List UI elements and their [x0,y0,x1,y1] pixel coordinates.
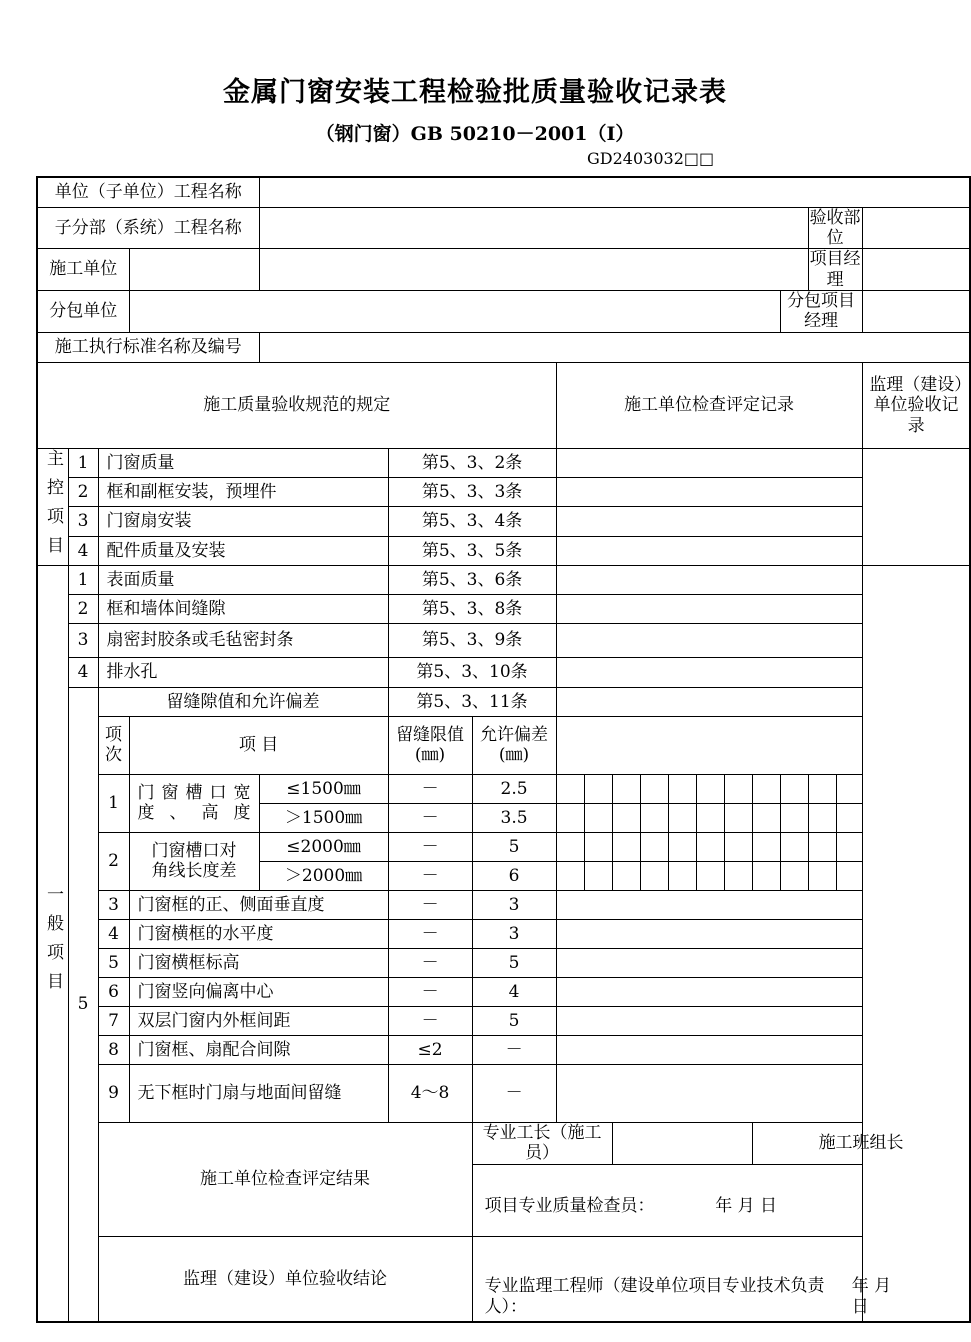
contractor-field[interactable] [129,249,259,291]
main-item-record[interactable] [556,448,862,477]
measure-cell[interactable] [612,832,640,861]
measure-cell[interactable] [836,774,862,803]
measure-cell[interactable] [808,774,836,803]
project-name-field[interactable] [259,177,970,207]
deviation-name: 门窗横框标高 [129,948,388,977]
deviation-name: 门窗槽口对角线长度差 [129,832,259,890]
measure-cell[interactable] [724,774,752,803]
subdivision-field[interactable] [259,207,808,249]
measure-cell[interactable] [668,861,696,890]
main-item-clause: 第5、3、5条 [388,536,556,565]
deviation-seq: 8 [98,1035,129,1064]
measure-cell[interactable] [724,832,752,861]
main-supervision-record[interactable] [862,448,970,565]
subcontractor-label: 分包单位 [37,291,129,333]
measure-cell[interactable] [696,803,724,832]
deviation-condition: ＞2000㎜ [259,861,388,890]
main-item-clause: 第5、3、4条 [388,507,556,536]
measure-cell[interactable] [808,803,836,832]
measure-cell[interactable] [556,774,584,803]
subcontractor-field[interactable] [129,291,780,333]
deviation-condition: ≤1500㎜ [259,774,388,803]
general-item-no: 2 [68,594,98,623]
deviation-tolerance: 6 [472,861,556,890]
contractor-field-2[interactable] [259,249,808,291]
sub-pm-field[interactable] [862,291,970,333]
measure-cell[interactable] [556,890,862,919]
measure-cell[interactable] [780,861,808,890]
sub-header-seq: 项次 [98,716,129,774]
deviation-gap: － [388,861,472,890]
inspection-part-label: 验收部位 [809,207,861,248]
deviation-tolerance: 4 [472,977,556,1006]
form-subtitle: （钢门窗）GB 50210－2001（Ⅰ） [315,123,635,145]
spec-header: 施工质量验收规范的规定 [37,362,556,448]
measure-cell[interactable] [556,948,862,977]
supervisor-label: 专业监理工程师（建设单位项目专业技术负责人）： [484,1276,825,1317]
deviation-tolerance: 2.5 [472,774,556,803]
item5-no: 5 [68,687,98,1322]
measure-cell[interactable] [780,803,808,832]
foreman-field[interactable] [612,1122,752,1164]
deviation-seq: 6 [98,977,129,1006]
deviation-gap: － [388,832,472,861]
general-item-record[interactable] [556,594,862,623]
deviation-name: 门窗横框的水平度 [129,919,388,948]
measure-cell[interactable] [556,977,862,1006]
main-item-name: 配件质量及安装 [98,536,388,565]
form-code: GD2403032□□ [587,149,715,168]
main-item-record[interactable] [556,507,862,536]
deviation-name: 门窗框、扇配合间隙 [129,1035,388,1064]
deviation-tolerance: 5 [472,1006,556,1035]
deviation-tolerance: 3 [472,919,556,948]
sub-header-item: 项 目 [129,716,388,774]
measure-cell[interactable] [584,803,612,832]
measure-cell[interactable] [556,832,584,861]
foreman-label: 专业工长（施工员） [472,1122,612,1164]
item5-clause: 第5、3、11条 [388,687,556,716]
measure-cell[interactable] [836,861,862,890]
deviation-seq: 3 [98,890,129,919]
measure-cell[interactable] [752,832,780,861]
deviation-tolerance: － [472,1064,556,1122]
general-item-name: 表面质量 [98,565,388,594]
inspection-part-field[interactable] [862,207,970,249]
deviation-seq: 9 [98,1064,129,1122]
supervision-header: 监理（建设）单位验收记录 [862,362,970,448]
measure-cell[interactable] [556,1035,862,1064]
measure-cell[interactable] [668,832,696,861]
general-item-record[interactable] [556,565,862,594]
inspector-label: 项目专业质量检查员： [484,1195,655,1216]
measure-cell[interactable] [808,861,836,890]
sub-header-gap: 留缝限值(㎜) [388,716,472,774]
measure-cell[interactable] [584,861,612,890]
measure-cell[interactable] [612,861,640,890]
deviation-condition: ＞1500㎜ [259,803,388,832]
general-item-no: 4 [68,657,98,687]
deviation-name: 门窗竖向偏离中心 [129,977,388,1006]
main-item-name: 门窗扇安装 [98,507,388,536]
standard-field[interactable] [259,332,970,362]
general-group-label: 一般项目 [37,565,68,1322]
main-group-label: 主控项目 [37,448,68,565]
contractor-label: 施工单位 [37,249,129,291]
deviation-seq: 7 [98,1006,129,1035]
deviation-name: 门窗槽口宽度、高度 [129,774,259,832]
deviation-name: 无下框时门扇与地面间留缝 [129,1064,388,1122]
measure-cell[interactable] [640,861,668,890]
deviation-name: 双层门窗内外框间距 [129,1006,388,1035]
inspection-date: 年 月 日 [715,1195,778,1216]
measure-cell[interactable] [668,803,696,832]
item5-name: 留缝隙值和允许偏差 [98,687,388,716]
general-item-clause: 第5、3、10条 [388,657,556,687]
deviation-seq: 1 [98,774,129,832]
measure-cell[interactable] [724,861,752,890]
deviation-gap: － [388,890,472,919]
measure-cell[interactable] [556,919,862,948]
project-manager-label: 项目经理 [809,249,861,290]
project-manager-field[interactable] [862,249,970,291]
general-item-record[interactable] [556,657,862,687]
main-item-no: 2 [68,478,98,507]
general-item-clause: 第5、3、8条 [388,594,556,623]
measure-cell[interactable] [836,803,862,832]
deviation-gap: － [388,919,472,948]
sub-pm-label: 分包项目经理 [780,291,862,333]
measure-cell[interactable] [640,774,668,803]
main-item-clause: 第5、3、3条 [388,478,556,507]
measure-cell[interactable] [780,774,808,803]
deviation-seq: 4 [98,919,129,948]
general-item-name: 排水孔 [98,657,388,687]
deviation-gap: － [388,977,472,1006]
measure-cell[interactable] [556,861,584,890]
deviation-gap: － [388,1006,472,1035]
check-record-header: 施工单位检查评定记录 [556,362,862,448]
measure-cell[interactable] [668,774,696,803]
general-item-name: 框和墙体间缝隙 [98,594,388,623]
deviation-tolerance: 3.5 [472,803,556,832]
measure-cell[interactable] [724,803,752,832]
measure-cell[interactable] [752,774,780,803]
project-name-label: 单位（子单位）工程名称 [37,177,259,207]
deviation-tolerance: 3 [472,890,556,919]
main-item-record[interactable] [556,478,862,507]
general-item-no: 3 [68,623,98,657]
general-item-record[interactable] [556,623,862,657]
contractor-result-label: 施工单位检查评定结果 [98,1122,472,1236]
measure-cell[interactable] [836,832,862,861]
deviation-gap: － [388,803,472,832]
measure-cell[interactable] [752,861,780,890]
deviation-tolerance: － [472,1035,556,1064]
deviation-gap: ≤2 [388,1035,472,1064]
measure-cell[interactable] [752,803,780,832]
supervision-date: 年 月 日 [851,1276,892,1317]
deviation-tolerance: 5 [472,948,556,977]
team-leader-label: 施工班组长 [752,1122,970,1164]
sub-header-tol: 允许偏差(㎜) [472,716,556,774]
main-item-no: 3 [68,507,98,536]
deviation-gap: 4～8 [388,1064,472,1122]
measure-cell[interactable] [640,803,668,832]
main-item-no: 4 [68,536,98,565]
subdivision-label: 子分部（系统）工程名称 [37,207,259,249]
main-item-no: 1 [68,448,98,477]
form-title: 金属门窗安装工程检验批质量验收记录表 [223,77,727,108]
deviation-seq: 2 [98,832,129,890]
deviation-name: 门窗框的正、侧面垂直度 [129,890,388,919]
measure-cell[interactable] [556,803,584,832]
general-item-no: 1 [68,565,98,594]
inspection-form-table [36,176,971,1323]
sub-header-record[interactable] [556,716,862,774]
standard-label: 施工执行标准名称及编号 [37,332,259,362]
measure-cell[interactable] [556,1064,862,1122]
deviation-seq: 5 [98,948,129,977]
measure-cell[interactable] [808,832,836,861]
general-item-clause: 第5、3、9条 [388,623,556,657]
main-item-name: 框和副框安装，预埋件 [98,478,388,507]
measure-cell[interactable] [612,803,640,832]
measure-cell[interactable] [584,774,612,803]
general-item-clause: 第5、3、6条 [388,565,556,594]
measure-cell[interactable] [556,1006,862,1035]
deviation-gap: － [388,774,472,803]
measure-cell[interactable] [612,774,640,803]
measure-cell[interactable] [640,832,668,861]
measure-cell[interactable] [696,774,724,803]
main-item-record[interactable] [556,536,862,565]
measure-cell[interactable] [780,832,808,861]
deviation-tolerance: 5 [472,832,556,861]
deviation-gap: － [388,948,472,977]
general-item-name: 扇密封胶条或毛毡密封条 [98,623,388,657]
item5-record[interactable] [556,687,862,716]
main-item-clause: 第5、3、2条 [388,448,556,477]
measure-cell[interactable] [696,861,724,890]
measure-cell[interactable] [584,832,612,861]
main-item-name: 门窗质量 [98,448,388,477]
deviation-condition: ≤2000㎜ [259,832,388,861]
measure-cell[interactable] [696,832,724,861]
supervision-conclusion-label: 监理（建设）单位验收结论 [98,1236,472,1322]
